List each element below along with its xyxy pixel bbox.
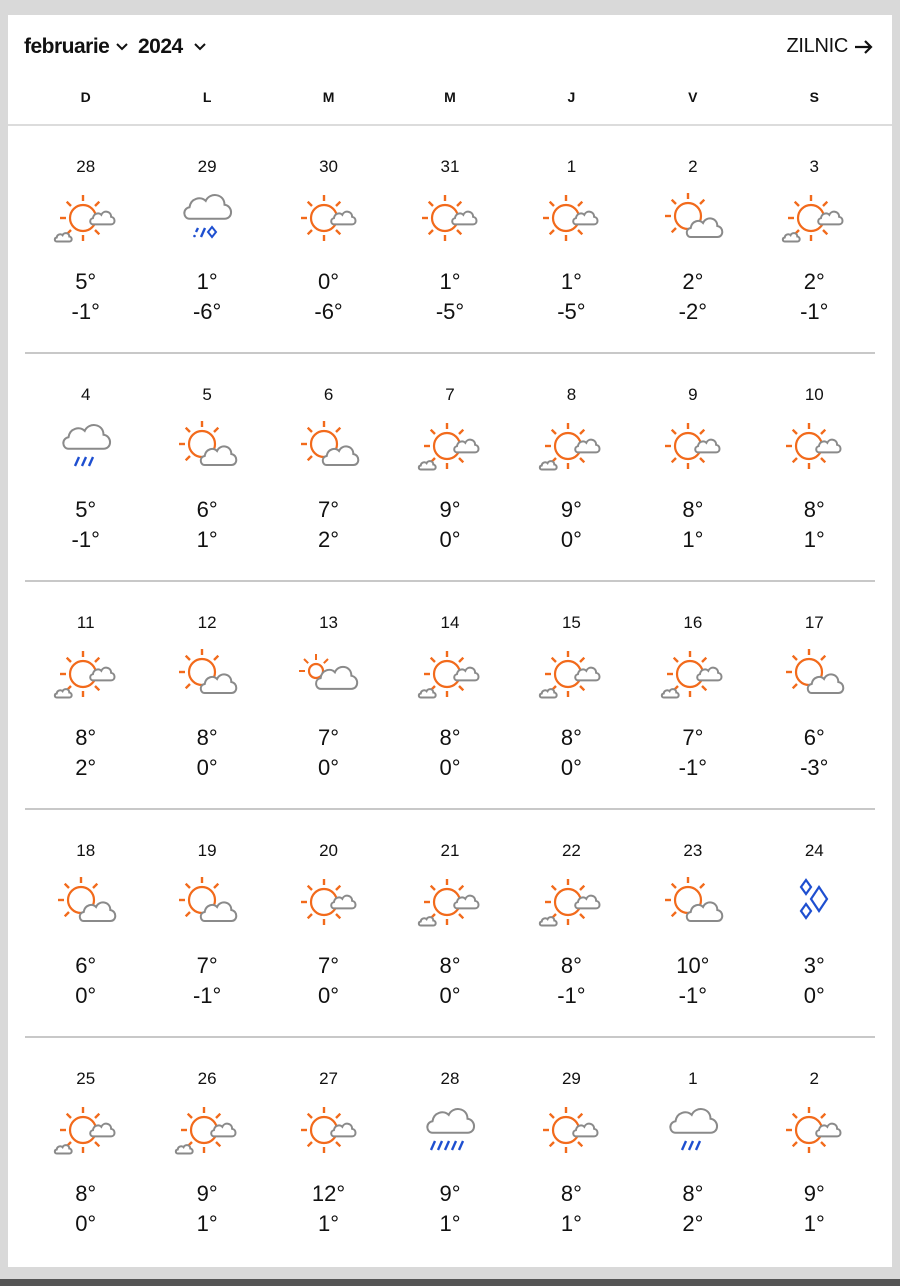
day-number: 29 bbox=[197, 157, 217, 176]
min-temperature: -1° bbox=[678, 755, 708, 780]
day-number: 2 bbox=[809, 1069, 820, 1088]
max-temperature: 8° bbox=[682, 1181, 704, 1206]
calendar-day-cell[interactable] bbox=[754, 1038, 875, 1266]
calendar-week-row bbox=[8, 126, 892, 354]
weekday-label: J bbox=[567, 89, 576, 105]
day-number: 9 bbox=[688, 385, 698, 404]
min-temperature: 0° bbox=[439, 755, 461, 780]
sun-two-clouds-icon bbox=[415, 416, 485, 480]
sun-two-clouds-icon bbox=[536, 872, 606, 936]
day-number: 12 bbox=[197, 613, 217, 632]
calendar-week-row bbox=[8, 1038, 892, 1266]
calendar-day-cell[interactable] bbox=[754, 810, 875, 1038]
max-temperature: 8° bbox=[196, 725, 218, 750]
max-temperature: 7° bbox=[682, 725, 704, 750]
min-temperature: -1° bbox=[71, 299, 100, 324]
day-number: 7 bbox=[445, 385, 455, 404]
min-temperature: 1° bbox=[196, 1211, 218, 1236]
max-temperature: 9° bbox=[439, 497, 461, 522]
min-temperature: 0° bbox=[318, 755, 340, 780]
min-temperature: 1° bbox=[682, 527, 704, 552]
year-label: 2024 bbox=[138, 35, 183, 58]
calendar-day-cell[interactable] bbox=[632, 126, 753, 354]
min-temperature: 1° bbox=[560, 1211, 582, 1236]
min-temperature: 0° bbox=[560, 527, 582, 552]
min-temperature: -1° bbox=[71, 527, 100, 552]
weekday-label: D bbox=[80, 89, 91, 105]
max-temperature: 8° bbox=[560, 953, 582, 978]
calendar-day-cell[interactable] bbox=[268, 354, 389, 582]
max-temperature: 9° bbox=[196, 1181, 218, 1206]
partly-cloudy-icon bbox=[658, 872, 728, 936]
weekday-label: S bbox=[809, 89, 819, 105]
calendar-week-row bbox=[8, 354, 892, 582]
sun-two-clouds-icon bbox=[51, 188, 121, 252]
sun-two-clouds-icon bbox=[51, 1100, 121, 1164]
day-number: 17 bbox=[804, 613, 824, 632]
max-temperature: 1° bbox=[196, 269, 218, 294]
mostly-cloudy-icon bbox=[294, 644, 364, 708]
day-number: 13 bbox=[319, 613, 339, 632]
min-temperature: -1° bbox=[557, 983, 586, 1008]
weekday-header-row bbox=[8, 89, 892, 113]
day-number: 15 bbox=[561, 613, 581, 632]
min-temperature: 0° bbox=[803, 983, 825, 1008]
daily-link-label: ZILNIC bbox=[786, 35, 848, 57]
calendar-day-cell[interactable] bbox=[632, 582, 753, 810]
day-number: 8 bbox=[566, 385, 577, 404]
calendar-day-cell[interactable] bbox=[754, 582, 875, 810]
day-number: 21 bbox=[440, 841, 460, 860]
calendar-week-row bbox=[8, 582, 892, 810]
weekday-label: M bbox=[322, 89, 335, 105]
max-temperature: 7° bbox=[196, 953, 218, 978]
partly-cloudy-icon bbox=[294, 416, 364, 480]
min-temperature: -5° bbox=[435, 299, 465, 324]
max-temperature: 3° bbox=[803, 953, 825, 978]
max-temperature: 5° bbox=[75, 497, 97, 522]
calendar-day-cell[interactable] bbox=[268, 810, 389, 1038]
calendar-day-cell[interactable] bbox=[511, 126, 632, 354]
daily-view-link[interactable] bbox=[786, 35, 874, 58]
calendar-day-cell[interactable] bbox=[25, 810, 146, 1038]
day-number: 1 bbox=[688, 1069, 698, 1088]
year-dropdown[interactable] bbox=[138, 35, 207, 59]
calendar-day-cell[interactable] bbox=[146, 582, 267, 810]
calendar-day-cell[interactable] bbox=[268, 1038, 389, 1266]
min-temperature: -2° bbox=[678, 299, 708, 324]
max-temperature: 1° bbox=[439, 269, 461, 294]
min-temperature: 1° bbox=[439, 1211, 461, 1236]
min-temperature: 0° bbox=[318, 983, 340, 1008]
rain-light-icon bbox=[51, 416, 121, 480]
calendar-day-cell[interactable] bbox=[754, 354, 875, 582]
min-temperature: 1° bbox=[803, 1211, 825, 1236]
day-number: 4 bbox=[80, 385, 91, 404]
max-temperature: 1° bbox=[560, 269, 582, 294]
day-number: 3 bbox=[809, 157, 820, 176]
day-number: 24 bbox=[804, 841, 824, 860]
partly-cloudy-icon bbox=[172, 416, 242, 480]
calendar-day-cell[interactable] bbox=[268, 126, 389, 354]
calendar-day-cell[interactable] bbox=[511, 354, 632, 582]
max-temperature: 8° bbox=[803, 497, 825, 522]
calendar-day-cell[interactable] bbox=[25, 1038, 146, 1266]
day-number: 23 bbox=[683, 841, 703, 860]
arrow-right-icon bbox=[854, 39, 874, 55]
calendar-day-cell[interactable] bbox=[389, 1038, 510, 1266]
min-temperature: 1° bbox=[318, 1211, 340, 1236]
day-number: 11 bbox=[76, 613, 95, 632]
max-temperature: 8° bbox=[75, 1181, 97, 1206]
day-number: 26 bbox=[197, 1069, 217, 1088]
rain-light-icon bbox=[658, 1100, 728, 1164]
partly-cloudy-icon bbox=[658, 188, 728, 252]
calendar-day-cell[interactable] bbox=[632, 810, 753, 1038]
max-temperature: 7° bbox=[318, 725, 340, 750]
day-number: 25 bbox=[76, 1069, 96, 1088]
max-temperature: 6° bbox=[196, 497, 218, 522]
max-temperature: 8° bbox=[439, 953, 461, 978]
day-number: 2 bbox=[688, 157, 698, 176]
min-temperature: -6° bbox=[314, 299, 343, 324]
sun-small-cloud-icon bbox=[536, 188, 606, 252]
partly-cloudy-icon bbox=[172, 872, 242, 936]
day-number: 5 bbox=[202, 385, 212, 404]
sun-two-clouds-icon bbox=[658, 644, 728, 708]
snow-icon bbox=[779, 872, 849, 936]
calendar-day-cell[interactable] bbox=[389, 582, 510, 810]
chevron-down-icon bbox=[115, 42, 129, 52]
calendar-day-cell[interactable] bbox=[754, 126, 875, 354]
calendar-header bbox=[8, 15, 892, 75]
min-temperature: 0° bbox=[75, 1211, 97, 1236]
sun-small-cloud-icon bbox=[779, 1100, 849, 1164]
day-number: 1 bbox=[566, 157, 577, 176]
min-temperature: 0° bbox=[196, 755, 218, 780]
max-temperature: 8° bbox=[75, 725, 97, 750]
calendar-day-cell[interactable] bbox=[389, 810, 510, 1038]
calendar-day-cell[interactable] bbox=[511, 582, 632, 810]
min-temperature: -1° bbox=[678, 983, 708, 1008]
day-number: 28 bbox=[76, 157, 96, 176]
calendar-day-cell[interactable] bbox=[389, 126, 510, 354]
day-number: 27 bbox=[319, 1069, 339, 1088]
max-temperature: 2° bbox=[682, 269, 704, 294]
max-temperature: 8° bbox=[682, 497, 704, 522]
day-number: 31 bbox=[440, 157, 460, 176]
calendar-day-cell[interactable] bbox=[25, 582, 146, 810]
month-label: februarie bbox=[24, 35, 110, 58]
max-temperature: 6° bbox=[803, 725, 825, 750]
max-temperature: 10° bbox=[676, 953, 710, 978]
max-temperature: 7° bbox=[318, 953, 340, 978]
day-number: 10 bbox=[804, 385, 824, 404]
day-number: 14 bbox=[440, 613, 460, 632]
day-number: 19 bbox=[197, 841, 217, 860]
weekday-label: V bbox=[688, 89, 698, 105]
partly-cloudy-icon bbox=[51, 872, 121, 936]
rain-heavy-icon bbox=[415, 1100, 485, 1164]
max-temperature: 5° bbox=[75, 269, 97, 294]
sun-small-cloud-icon bbox=[294, 188, 364, 252]
max-temperature: 9° bbox=[803, 1181, 825, 1206]
min-temperature: 0° bbox=[439, 527, 461, 552]
calendar-week-row bbox=[8, 810, 892, 1038]
max-temperature: 8° bbox=[560, 725, 582, 750]
calendar-day-cell[interactable] bbox=[25, 126, 146, 354]
weekday-label: M bbox=[444, 89, 456, 105]
calendar-day-cell[interactable] bbox=[146, 810, 267, 1038]
calendar-day-cell[interactable] bbox=[632, 1038, 753, 1266]
min-temperature: -1° bbox=[192, 983, 222, 1008]
calendar-day-cell[interactable] bbox=[268, 582, 389, 810]
sleet-icon bbox=[172, 188, 242, 252]
calendar-day-cell[interactable] bbox=[389, 354, 510, 582]
calendar-day-cell[interactable] bbox=[511, 810, 632, 1038]
sun-small-cloud-icon bbox=[658, 416, 728, 480]
max-temperature: 7° bbox=[318, 497, 340, 522]
max-temperature: 8° bbox=[560, 1181, 582, 1206]
sun-two-clouds-icon bbox=[51, 644, 121, 708]
calendar-grid bbox=[8, 126, 892, 1266]
max-temperature: 8° bbox=[439, 725, 461, 750]
calendar-day-cell[interactable] bbox=[146, 1038, 267, 1266]
calendar-day-cell[interactable] bbox=[511, 1038, 632, 1266]
min-temperature: -6° bbox=[192, 299, 222, 324]
min-temperature: 0° bbox=[75, 983, 97, 1008]
max-temperature: 6° bbox=[75, 953, 97, 978]
sun-two-clouds-icon bbox=[536, 416, 606, 480]
calendar-day-cell[interactable] bbox=[632, 354, 753, 582]
partly-cloudy-icon bbox=[172, 644, 242, 708]
min-temperature: -1° bbox=[800, 299, 829, 324]
sun-two-clouds-icon bbox=[415, 644, 485, 708]
sun-small-cloud-icon bbox=[779, 416, 849, 480]
max-temperature: 12° bbox=[311, 1181, 346, 1206]
sun-two-clouds-icon bbox=[536, 644, 606, 708]
bottom-edge bbox=[0, 1279, 900, 1286]
sun-two-clouds-icon bbox=[172, 1100, 242, 1164]
min-temperature: 0° bbox=[439, 983, 461, 1008]
sun-two-clouds-icon bbox=[779, 188, 849, 252]
day-number: 16 bbox=[683, 613, 703, 632]
day-number: 6 bbox=[323, 385, 334, 404]
min-temperature: 0° bbox=[560, 755, 582, 780]
sun-small-cloud-icon bbox=[294, 1100, 364, 1164]
max-temperature: 9° bbox=[560, 497, 582, 522]
partly-cloudy-icon bbox=[779, 644, 849, 708]
day-number: 22 bbox=[561, 841, 581, 860]
calendar-day-cell[interactable] bbox=[25, 354, 146, 582]
min-temperature: 2° bbox=[682, 1211, 704, 1236]
min-temperature: 2° bbox=[75, 755, 97, 780]
max-temperature: 9° bbox=[439, 1181, 461, 1206]
chevron-down-icon bbox=[193, 42, 207, 52]
sun-two-clouds-icon bbox=[415, 872, 485, 936]
min-temperature: 2° bbox=[318, 527, 340, 552]
max-temperature: 0° bbox=[318, 269, 340, 294]
day-number: 29 bbox=[561, 1069, 581, 1088]
max-temperature: 2° bbox=[803, 269, 825, 294]
min-temperature: 1° bbox=[803, 527, 825, 552]
day-number: 28 bbox=[440, 1069, 460, 1088]
min-temperature: 1° bbox=[196, 527, 218, 552]
day-number: 18 bbox=[76, 841, 96, 860]
day-number: 20 bbox=[319, 841, 339, 860]
calendar-day-cell[interactable] bbox=[146, 126, 267, 354]
sun-small-cloud-icon bbox=[415, 188, 485, 252]
day-number: 30 bbox=[319, 157, 339, 176]
sun-small-cloud-icon bbox=[536, 1100, 606, 1164]
min-temperature: -3° bbox=[800, 755, 829, 780]
calendar-day-cell[interactable] bbox=[146, 354, 267, 582]
min-temperature: -5° bbox=[557, 299, 586, 324]
weekday-label: L bbox=[202, 89, 212, 105]
sun-small-cloud-icon bbox=[294, 872, 364, 936]
monthly-forecast-card bbox=[8, 15, 892, 1267]
month-dropdown[interactable] bbox=[24, 35, 129, 59]
